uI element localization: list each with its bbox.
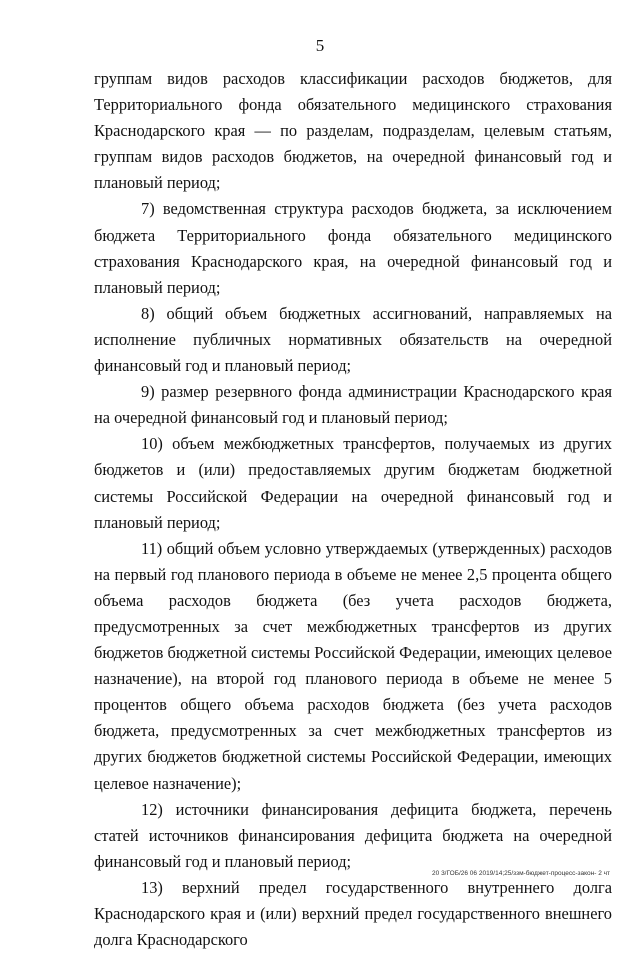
paragraph-item-9: 9) размер резервного фонда администрации Краснодарского края на очередной финансовый год и плановый период;	[94, 382, 612, 428]
paragraph-item-10: 10) объем межбюджетных трансфертов, получаемых из других бюджетов и (или) предоставляемых другим бюджетам бюджетной системы Российской Федерации на очередной финансовый год и плановый период;	[94, 434, 612, 532]
paragraph-item-13: 13) верхний предел государственного внутреннего долга Краснодарского края и (или) верхний предел государственного внешнего долга Краснодарского	[94, 877, 612, 950]
paragraph-continuation: группам видов расходов классификации расходов бюджетов, для Территориального фонда обязательного медицинского страхования Краснодарского края — по разделам, подразделам, целевым статьям, группам видов расходов бюджетов, на очередной финансовый год и плановый период;	[94, 69, 612, 193]
document-footer-code: 20 3/ГОБ/26 06 2019/14;25/ззм-бюджет-процесс-закон- 2 чт	[432, 870, 610, 877]
document-body	[94, 66, 612, 953]
paragraph-item-11: 11) общий объем условно утверждаемых (утвержденных) расходов на первый год планового периода в объеме не менее 2,5 процента общего объема расходов бюджета (без учета расходов бюджета, предусмотренных за счет межбюджетных трансфертов из других бюджетов бюджетной системы Российской Федерации, имеющих целевое назначение), на второй год планового периода в объеме не менее 5 процентов общего объема расходов бюджета (без учета расходов бюджета, предусмотренных за счет межбюджетных трансфертов из других бюджетов бюджетной системы Российской Федерации, имеющих целевое назначение);	[94, 538, 612, 793]
paragraph-item-12: 12) источники финансирования дефицита бюджета, перечень статей источников финансирования дефицита бюджета на очередной финансовый год и плановый период;	[94, 799, 612, 871]
page-number: 5	[315, 36, 325, 55]
paragraph-item-7: 7) ведомственная структура расходов бюджета, за исключением бюджета Территориального фонда обязательного медицинского страхования Краснодарского края, на очередной финансовый год и плановый период;	[94, 199, 612, 297]
paragraph-item-8: 8) общий объем бюджетных ассигнований, направляемых на исполнение публичных нормативных обязательств на очередной финансовый год и плановый период;	[94, 303, 612, 376]
